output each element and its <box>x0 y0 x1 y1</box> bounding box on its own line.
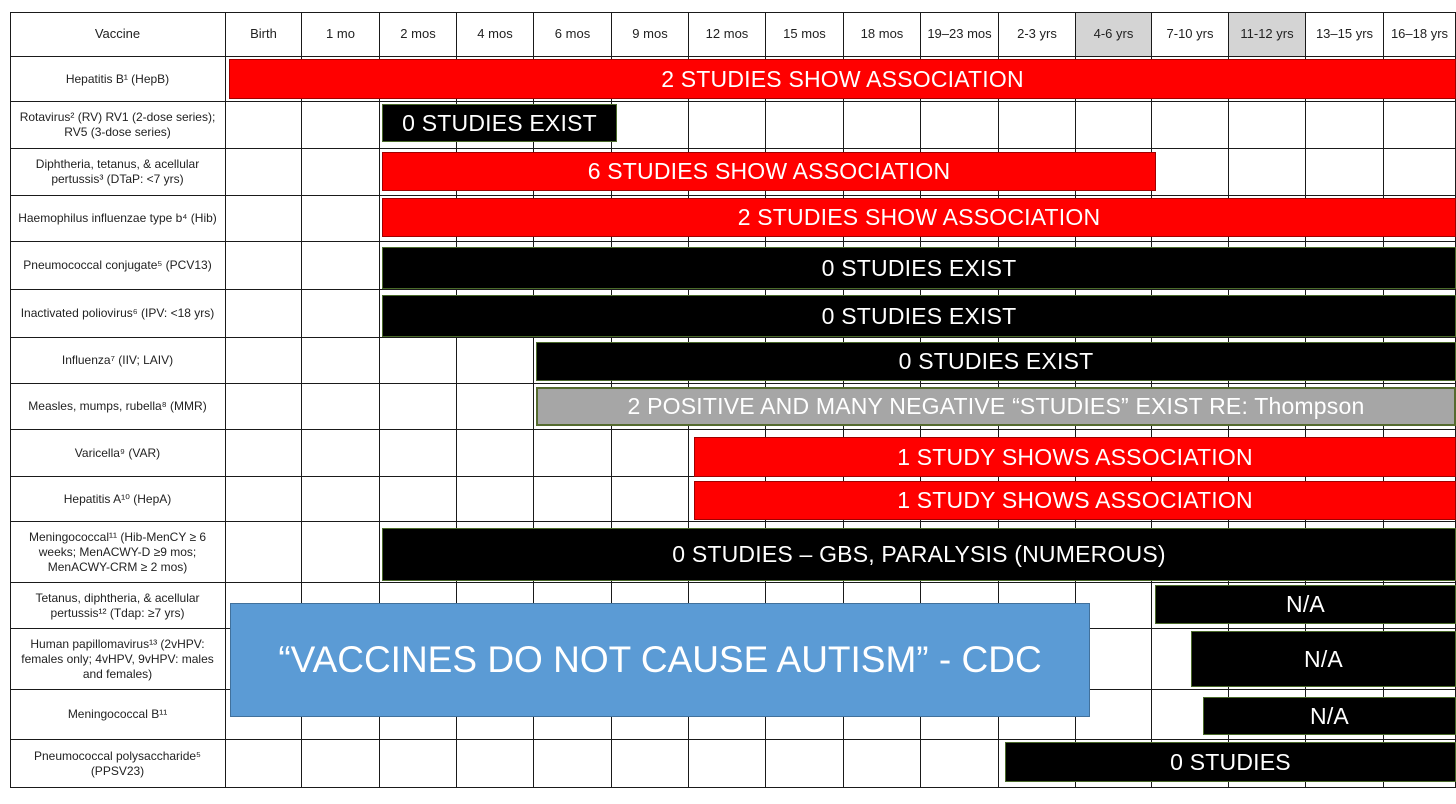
schedule-cell <box>1229 102 1306 149</box>
schedule-cell <box>302 102 380 149</box>
schedule-cell <box>457 740 534 788</box>
vaccine-name: Pneumococcal polysaccharide⁵ (PPSV23) <box>10 740 226 788</box>
vaccine-name: Meningococcal¹¹ (Hib-MenCY ≥ 6 weeks; MenACWY-D ≥9 mos; MenACWY-CRM ≥ 2 mos) <box>10 522 226 583</box>
schedule-cell <box>302 149 380 196</box>
varicella-bar: 1 STUDY SHOWS ASSOCIATION <box>694 437 1456 477</box>
schedule-cell <box>1229 149 1306 196</box>
schedule-cell <box>1384 149 1456 196</box>
schedule-cell <box>380 338 457 384</box>
schedule-cell <box>302 338 380 384</box>
mmr-bar: 2 POSITIVE AND MANY NEGATIVE “STUDIES” EXIST RE: Thompson <box>536 387 1456 426</box>
schedule-cell <box>1152 102 1229 149</box>
influenza-bar: 0 STUDIES EXIST <box>536 342 1456 381</box>
schedule-cell <box>1384 102 1456 149</box>
age-header: 18 mos <box>844 12 921 57</box>
schedule-cell <box>612 740 689 788</box>
menb-bar: N/A <box>1203 697 1456 735</box>
schedule-cell <box>226 149 302 196</box>
vaccine-name: Meningococcal B¹¹ <box>10 690 226 740</box>
schedule-cell <box>689 740 766 788</box>
schedule-cell <box>226 740 302 788</box>
schedule-cell <box>612 477 689 522</box>
schedule-cell <box>226 290 302 338</box>
age-header: 13–15 yrs <box>1306 12 1384 57</box>
schedule-cell <box>302 196 380 242</box>
hpv-bar: N/A <box>1191 631 1456 687</box>
rotavirus-bar: 0 STUDIES EXIST <box>382 104 617 142</box>
age-header: 12 mos <box>689 12 766 57</box>
hepb-bar: 2 STUDIES SHOW ASSOCIATION <box>229 59 1456 99</box>
schedule-cell <box>612 102 689 149</box>
schedule-cell <box>766 102 844 149</box>
vaccine-name: Tetanus, diphtheria, & acellular pertussis¹² (Tdap: ≥7 yrs) <box>10 583 226 629</box>
schedule-cell <box>1306 149 1384 196</box>
vaccine-name: Diphtheria, tetanus, & acellular pertussis³ (DTaP: <7 yrs) <box>10 149 226 196</box>
meningococcal-bar: 0 STUDIES – GBS, PARALYSIS (NUMEROUS) <box>382 528 1456 581</box>
vaccine-name: Pneumococcal conjugate⁵ (PCV13) <box>10 242 226 290</box>
age-header: 9 mos <box>612 12 689 57</box>
schedule-cell <box>226 242 302 290</box>
schedule-cell <box>226 522 302 583</box>
ipv-bar: 0 STUDIES EXIST <box>382 295 1456 337</box>
hepa-bar: 1 STUDY SHOWS ASSOCIATION <box>694 481 1456 520</box>
vaccine-name: Rotavirus² (RV) RV1 (2-dose series); RV5 (3-dose series) <box>10 102 226 149</box>
schedule-cell <box>534 430 612 477</box>
cdc-quote-banner: “VACCINES DO NOT CAUSE AUTISM” - CDC <box>230 603 1090 717</box>
schedule-cell <box>302 384 380 430</box>
schedule-cell <box>534 477 612 522</box>
schedule-cell <box>457 430 534 477</box>
schedule-cell <box>844 102 921 149</box>
age-header: 4 mos <box>457 12 534 57</box>
schedule-cell <box>380 384 457 430</box>
age-header: 1 mo <box>302 12 380 57</box>
vaccine-name: Human papillomavirus¹³ (2vHPV: females only; 4vHPV, 9vHPV: males and females) <box>10 629 226 690</box>
schedule-cell <box>226 196 302 242</box>
schedule-cell <box>457 384 534 430</box>
vaccine-name: Inactivated poliovirus⁶ (IPV: <18 yrs) <box>10 290 226 338</box>
age-header: 6 mos <box>534 12 612 57</box>
schedule-cell <box>999 102 1076 149</box>
vaccine-column-header: Vaccine <box>10 12 226 57</box>
hib-bar: 2 STUDIES SHOW ASSOCIATION <box>382 198 1456 237</box>
schedule-cell <box>689 102 766 149</box>
schedule-cell <box>226 477 302 522</box>
vaccine-name: Varicella⁹ (VAR) <box>10 430 226 477</box>
schedule-cell <box>766 740 844 788</box>
schedule-cell <box>921 740 999 788</box>
schedule-cell <box>457 338 534 384</box>
age-header: 7-10 yrs <box>1152 12 1229 57</box>
schedule-cell <box>302 242 380 290</box>
schedule-cell <box>380 430 457 477</box>
age-header: 15 mos <box>766 12 844 57</box>
ppsv23-bar: 0 STUDIES <box>1005 742 1456 782</box>
vaccine-name: Influenza⁷ (IIV; LAIV) <box>10 338 226 384</box>
schedule-cell <box>380 740 457 788</box>
schedule-cell <box>1306 102 1384 149</box>
age-header: 4-6 yrs <box>1076 12 1152 57</box>
schedule-cell <box>302 740 380 788</box>
vaccine-name: Haemophilus influenzae type b⁴ (Hib) <box>10 196 226 242</box>
schedule-cell <box>844 740 921 788</box>
age-header: 19–23 mos <box>921 12 999 57</box>
schedule-cell <box>1152 149 1229 196</box>
schedule-cell <box>921 102 999 149</box>
age-header: 16–18 yrs <box>1384 12 1456 57</box>
age-header: 11-12 yrs <box>1229 12 1306 57</box>
schedule-cell <box>302 430 380 477</box>
schedule-cell <box>302 290 380 338</box>
age-header: 2-3 yrs <box>999 12 1076 57</box>
schedule-cell <box>612 430 689 477</box>
age-header: Birth <box>226 12 302 57</box>
vaccine-name: Hepatitis A¹⁰ (HepA) <box>10 477 226 522</box>
schedule-cell <box>380 477 457 522</box>
dtap-bar: 6 STUDIES SHOW ASSOCIATION <box>382 152 1156 191</box>
schedule-cell <box>226 338 302 384</box>
schedule-cell <box>1076 102 1152 149</box>
schedule-cell <box>226 430 302 477</box>
tdap-bar: N/A <box>1155 585 1456 624</box>
age-header: 2 mos <box>380 12 457 57</box>
vaccine-name: Measles, mumps, rubella⁸ (MMR) <box>10 384 226 430</box>
schedule-cell <box>534 740 612 788</box>
schedule-cell <box>302 477 380 522</box>
schedule-cell <box>302 522 380 583</box>
pcv13-bar: 0 STUDIES EXIST <box>382 247 1456 289</box>
schedule-cell <box>457 477 534 522</box>
schedule-cell <box>226 384 302 430</box>
vaccine-name: Hepatitis B¹ (HepB) <box>10 57 226 102</box>
schedule-cell <box>226 102 302 149</box>
